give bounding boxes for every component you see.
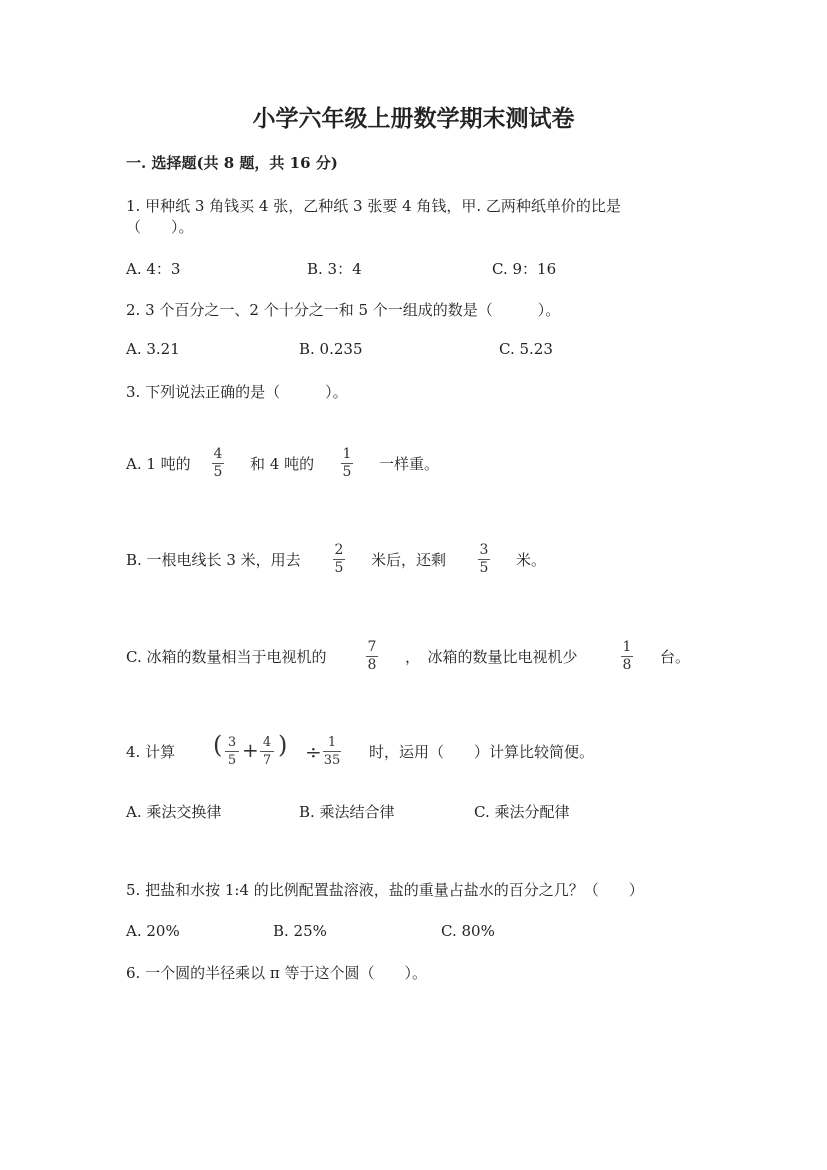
numerator: 1 <box>342 446 352 462</box>
q4-option-a: A. 乘法交换律 <box>126 803 222 821</box>
q3-option-c-part3: 台。 <box>660 648 691 666</box>
denominator: 8 <box>367 657 377 673</box>
q3-b-fraction-1 <box>333 543 345 576</box>
section-heading: 一. 选择题(共 8 题，共 16 分) <box>126 154 338 172</box>
numerator: 3 <box>227 735 237 750</box>
denominator: 5 <box>227 753 237 768</box>
division-sign: ÷ <box>305 740 322 764</box>
q4-fraction-3 <box>323 735 341 768</box>
q4-fraction-1 <box>225 735 239 768</box>
q3-option-b-part3: 米。 <box>516 551 547 569</box>
q5-option-b: B. 25% <box>273 922 327 940</box>
numerator: 3 <box>479 542 489 558</box>
q3-option-c-part2: ， 冰箱的数量比电视机少 <box>405 648 578 666</box>
q3-c-fraction-1 <box>366 640 378 673</box>
q1-option-c: C. 9：16 <box>492 260 557 278</box>
q5-option-a: A. 20% <box>126 922 180 940</box>
question-2-text: 2. 3 个百分之一、2 个十分之一和 5 个一组成的数是（ ）。 <box>126 301 561 319</box>
q2-option-a: A. 3.21 <box>126 340 180 358</box>
q5-option-c: C. 80% <box>441 922 495 940</box>
left-parenthesis: ( <box>213 731 223 759</box>
numerator: 1 <box>622 639 632 655</box>
denominator: 5 <box>342 464 352 480</box>
q3-c-fraction-2 <box>621 640 633 673</box>
question-1-text: 1. 甲种纸 3 角钱买 4 张，乙种纸 3 张要 4 角钱，甲. 乙两种纸单价的比是 <box>126 197 621 215</box>
q4-option-c: C. 乘法分配律 <box>474 803 570 821</box>
page-title: 小学六年级上册数学期末测试卷 <box>252 105 575 132</box>
numerator: 4 <box>213 446 223 462</box>
q3-b-fraction-2 <box>478 543 490 576</box>
q3-option-a-part1: A. 1 吨的 <box>126 455 191 473</box>
q4-option-b: B. 乘法结合律 <box>299 803 395 821</box>
plus-sign: + <box>242 738 259 762</box>
numerator: 2 <box>334 542 344 558</box>
question-1-blank: （ ）。 <box>126 218 194 236</box>
q3-a-fraction-1 <box>212 447 224 480</box>
q1-option-a: A. 4：3 <box>126 260 181 278</box>
numerator: 7 <box>367 639 377 655</box>
q3-option-a-part3: 一样重。 <box>379 455 440 473</box>
q3-option-c-part1: C. 冰箱的数量相当于电视机的 <box>126 648 327 666</box>
numerator: 1 <box>327 735 337 750</box>
question-6-text: 6. 一个圆的半径乘以 π 等于这个圆（ ）。 <box>126 964 427 982</box>
denominator: 5 <box>334 560 344 576</box>
right-parenthesis: ) <box>278 731 288 759</box>
q2-option-c: C. 5.23 <box>499 340 553 358</box>
denominator: 8 <box>622 657 632 673</box>
denominator: 35 <box>323 753 341 768</box>
question-3-text: 3. 下列说法正确的是（ ）。 <box>126 383 348 401</box>
q4-fraction-2 <box>260 735 274 768</box>
q3-option-a-part2: 和 4 吨的 <box>250 455 315 473</box>
denominator: 5 <box>213 464 223 480</box>
q3-option-b-part2: 米后，还剩 <box>371 551 447 569</box>
numerator: 4 <box>262 735 272 750</box>
question-4-text-part1: 4. 计算 <box>126 743 176 761</box>
q3-a-fraction-2 <box>341 447 353 480</box>
denominator: 5 <box>479 560 489 576</box>
question-5-text: 5. 把盐和水按 1:4 的比例配置盐溶液，盐的重量占盐水的百分之几？（ ） <box>126 881 644 899</box>
q2-option-b: B. 0.235 <box>299 340 363 358</box>
q1-option-b: B. 3：4 <box>307 260 362 278</box>
question-4-text-part2: 时，运用（ ）计算比较简便。 <box>369 743 595 761</box>
q3-option-b-part1: B. 一根电线长 3 米，用去 <box>126 551 301 569</box>
denominator: 7 <box>262 753 272 768</box>
